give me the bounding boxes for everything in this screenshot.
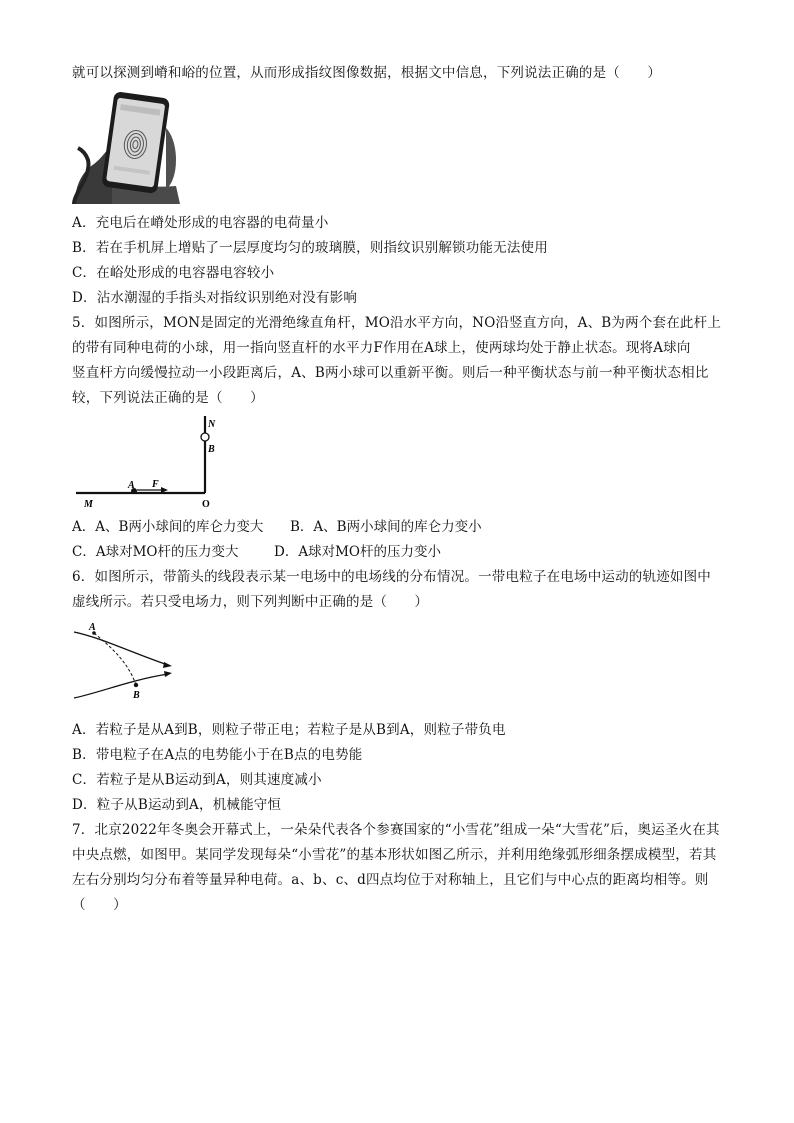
- q6-option-a: A．若粒子是从A到B，则粒子带正电；若粒子是从B到A，则粒子带负电: [72, 722, 506, 738]
- q6-option-c: C．若粒子是从B运动到A，则其速度减小: [72, 772, 322, 788]
- label-m: M: [84, 499, 93, 510]
- point-b: [134, 683, 138, 687]
- q4-option-b: B．若在手机屏上增贴了一层厚度均匀的玻璃膜，则指纹识别解锁功能无法使用: [72, 240, 548, 256]
- q7-stem-line-2: 中央点燃，如图甲。某同学发现每朵“小雪花”的基本形状如图乙所示，并利用绝缘弧形细条摆成模型，若其: [72, 847, 717, 863]
- q5-option-c: C．A球对MO杆的压力变大: [72, 544, 239, 560]
- ball-b: [201, 433, 209, 441]
- fingerprint-phone-photo: [72, 88, 180, 204]
- q5-right-angle-rod-diagram: [72, 414, 222, 510]
- q7-stem-line-4: （ ）: [72, 897, 127, 913]
- q4-option-a: A．充电后在嵴处形成的电容器的电荷量小: [72, 215, 329, 231]
- q6-stem-line-2: 虚线所示。若只受电场力，则下列判断中正确的是（ ）: [72, 594, 429, 610]
- label-f: F: [152, 479, 159, 490]
- q7-stem-line-3: 左右分别均匀分布着等量异种电荷。a、b、c、d四点均位于对称轴上，且它们与中心点的距离均相等。则: [72, 872, 709, 888]
- q5-option-d: D．A球对MO杆的压力变小: [274, 544, 441, 560]
- q6-stem-line-1: 6．如图所示，带箭头的线段表示某一电场中的电场线的分布情况。一带电粒子在电场中运动的轨迹如图中: [72, 569, 711, 585]
- q5-stem-line-3: 竖直杆方向缓慢拉动一小段距离后，A、B两小球可以重新平衡。则后一种平衡状态与前一种平衡状态相比: [72, 365, 709, 381]
- q6-electric-field-diagram: [72, 618, 176, 710]
- q4-stem: 就可以探测到嵴和峪的位置，从而形成指纹图像数据，根据文中信息，下列说法正确的是（ ）: [72, 65, 662, 81]
- q5-stem-line-2: 的带有同种电荷的小球，用一指向竖直杆的水平力F作用在A球上，使两球均处于静止状态。现将A球向: [72, 340, 691, 356]
- q4-option-c: C．在峪处形成的电容器电容较小: [72, 265, 275, 281]
- q5-option-b: B．A、B两小球间的库仑力变小: [290, 519, 482, 535]
- particle-trajectory: [94, 633, 136, 685]
- label-n: N: [208, 419, 216, 430]
- field-line-upper: [74, 632, 168, 665]
- label-b: B: [133, 690, 140, 701]
- q5-option-a: A．A、B两小球间的库仑力变大: [72, 519, 264, 535]
- q7-stem-line-1: 7．北京2022年冬奥会开幕式上，一朵朵代表各个参赛国家的“小雪花”组成一朵“大雪花”后，奥运圣火在其: [72, 822, 720, 838]
- q6-option-d: D．粒子从B运动到A，机械能守恒: [72, 797, 282, 813]
- field-line-lower: [74, 674, 168, 698]
- q5-options-row-1: [72, 518, 482, 536]
- q5-stem-line-4: 较，下列说法正确的是（ ）: [72, 390, 264, 406]
- label-a: A: [89, 622, 96, 633]
- q6-option-b: B．带电粒子在A点的电势能小于在B点的电势能: [72, 747, 363, 763]
- label-o: O: [202, 499, 210, 510]
- q5-options-row-2: [72, 543, 441, 561]
- q4-option-d: D．沾水潮湿的手指头对指纹识别绝对没有影响: [72, 290, 358, 306]
- label-b: B: [208, 444, 215, 455]
- label-a: A: [128, 480, 135, 491]
- q5-stem-line-1: 5．如图所示，MON是固定的光滑绝缘直角杆，MO沿水平方向，NO沿竖直方向，A、B为两个套在此杆上: [72, 315, 722, 331]
